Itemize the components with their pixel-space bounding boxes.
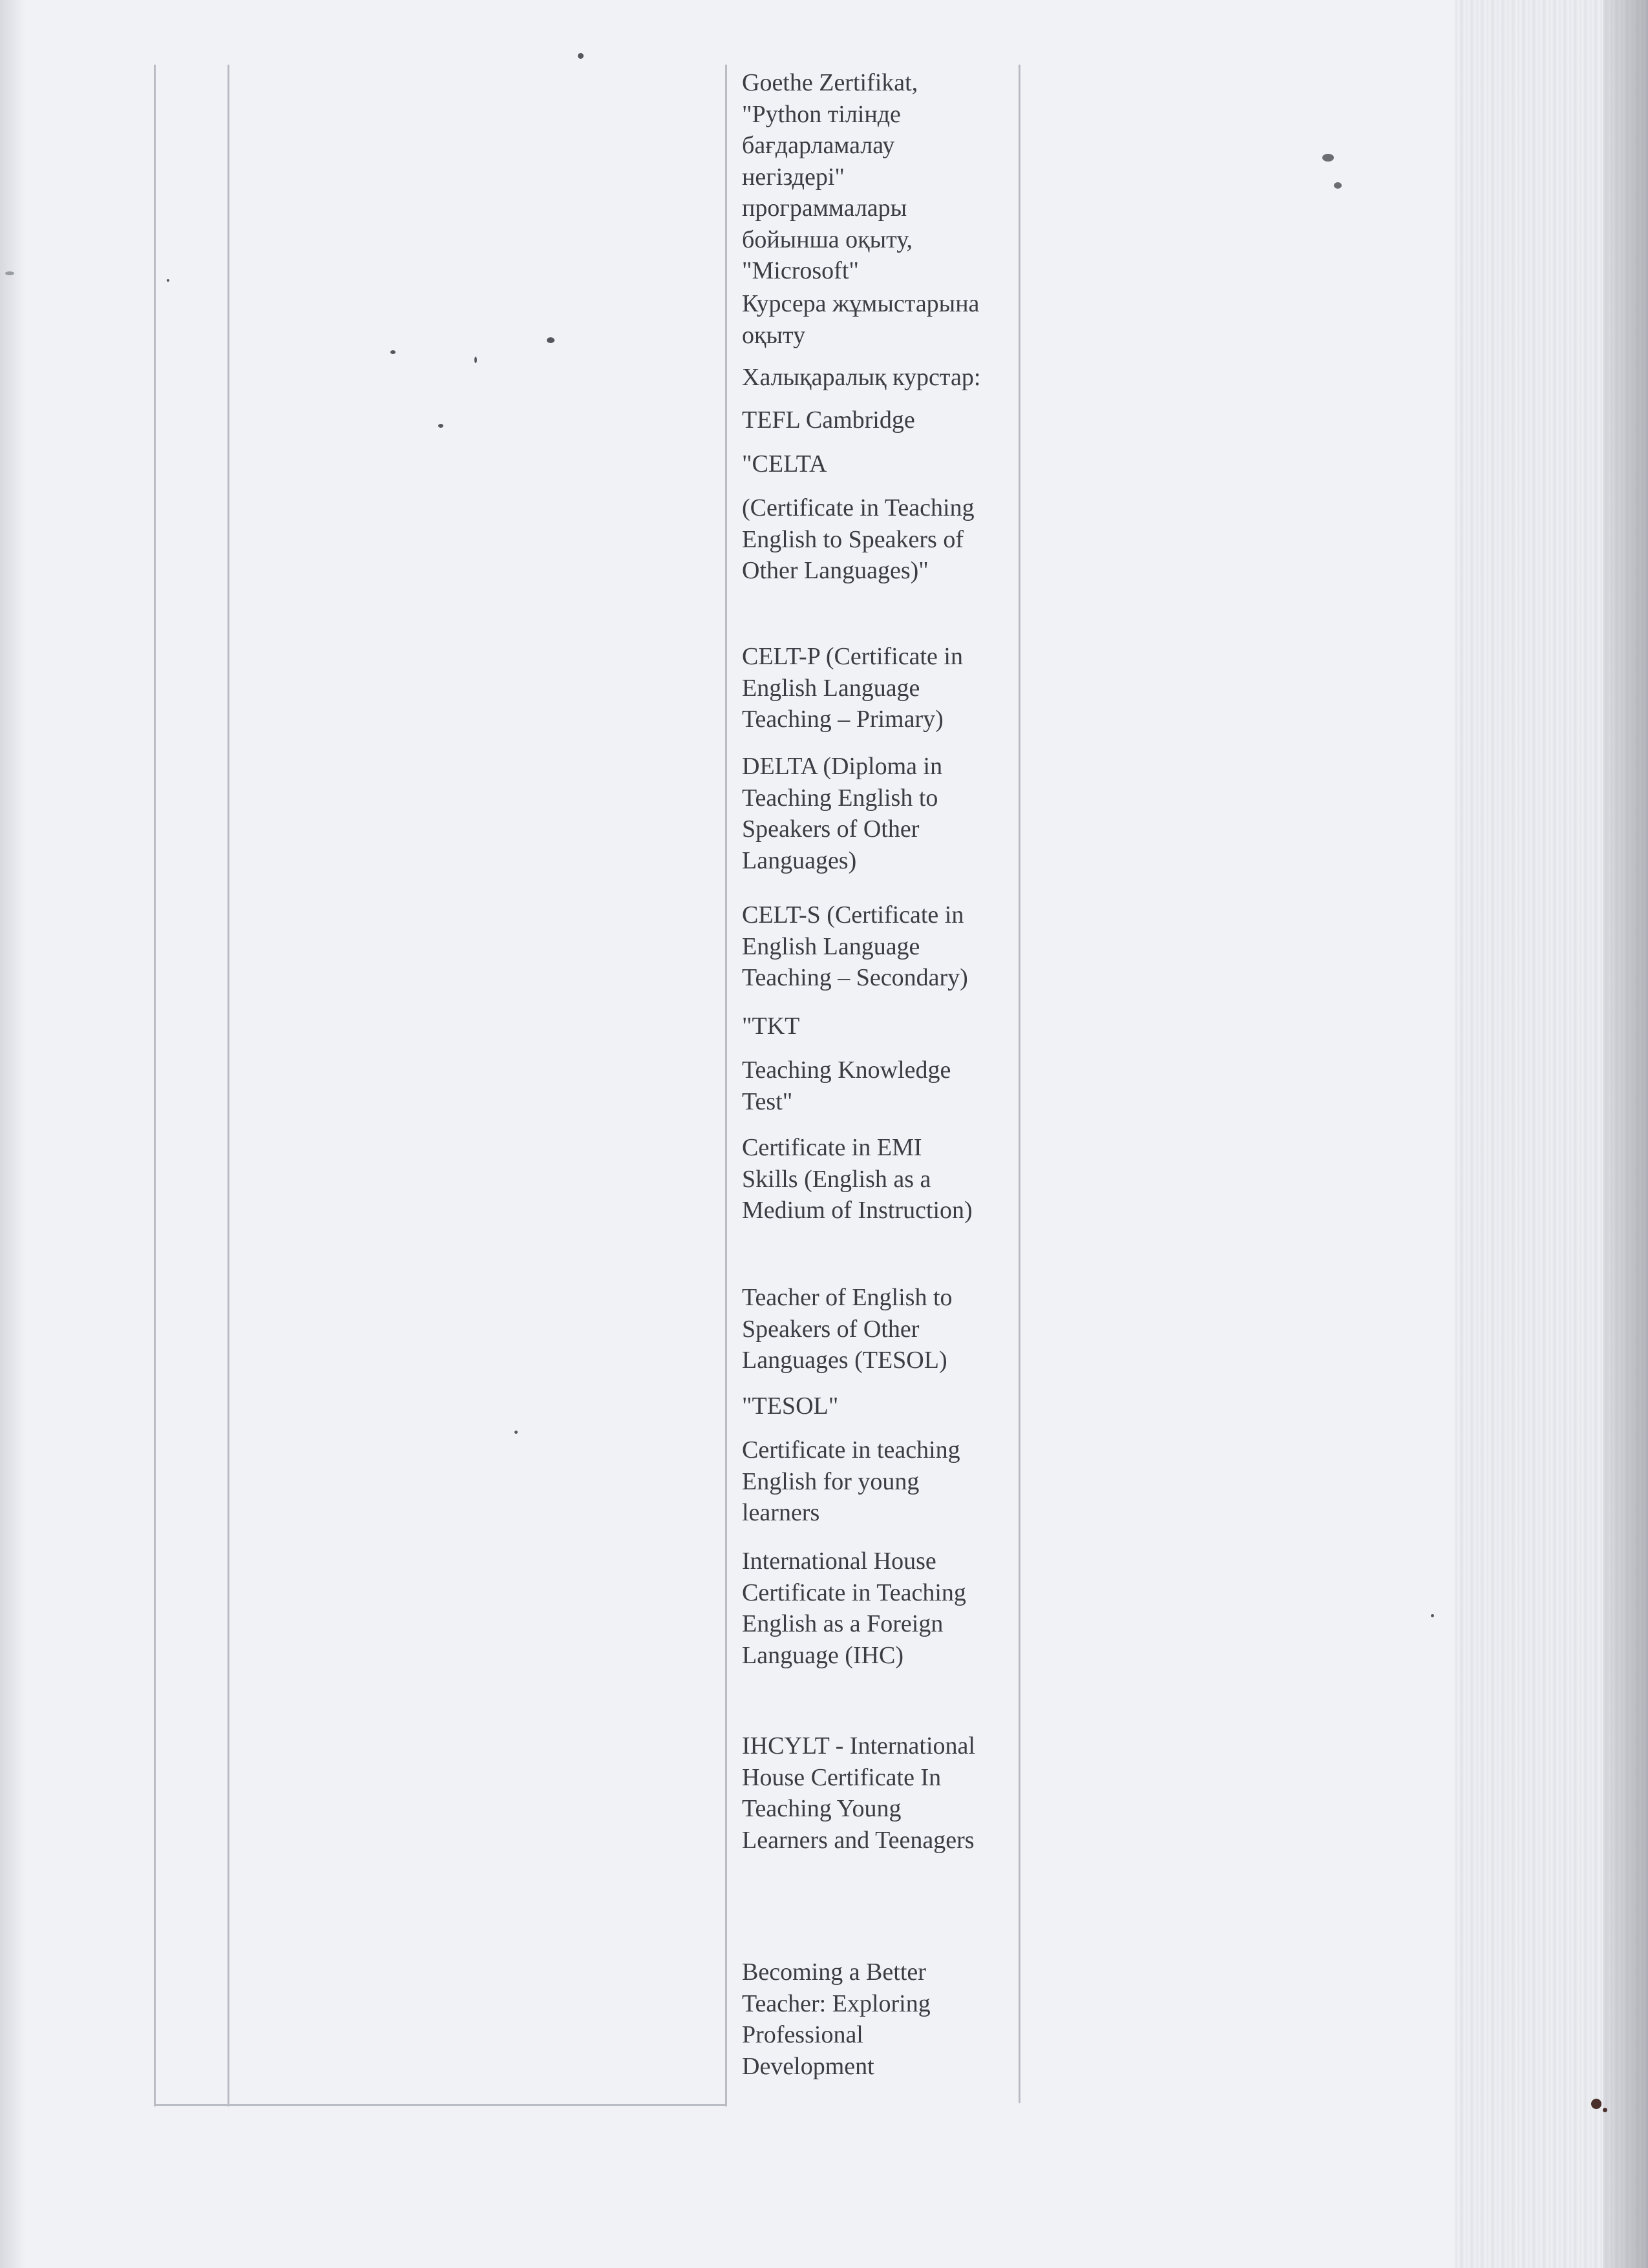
certificate-entry-tkt: "TKT (742, 1013, 800, 1040)
certificate-entry-ihcylt: IHCYLT - International House Certificate In Teaching Young Learners and Teenagers (742, 1732, 975, 1854)
speck (578, 53, 584, 59)
speck (1322, 154, 1334, 162)
certificate-entry-coursera: Курсера жұмыстарына оқыту (742, 290, 980, 349)
column-divider-1 (227, 65, 229, 2106)
column-divider-2 (725, 65, 727, 2106)
certificate-entry-tesol-teacher: Teacher of English to Speakers of Other Languages (TESOL) (742, 1284, 953, 1374)
speck (438, 424, 443, 428)
speck (5, 271, 14, 275)
certificate-entry-celt-p: CELT-P (Certificate in English Language Teaching – Primary) (742, 643, 963, 733)
scan-right-shadow (1603, 0, 1648, 2268)
certificate-entry-tkt-description: Teaching Knowledge Test" (742, 1056, 951, 1115)
certificate-entry-better-teacher: Becoming a Better Teacher: Exploring Professional Development (742, 1958, 931, 2080)
table-border-left (154, 65, 156, 2106)
speck (1431, 1614, 1434, 1617)
certificate-entry-tefl: TEFL Cambridge (742, 406, 915, 434)
speck (1334, 182, 1342, 189)
scan-left-shadow (0, 0, 26, 2268)
certificate-entry-emi: Certificate in EMI Skills (English as a Medium of Instruction) (742, 1134, 973, 1224)
certificate-entry-celta: "CELTA (742, 450, 827, 478)
speck (390, 350, 396, 354)
certificate-entry-young-learners: Certificate in teaching English for young learners (742, 1436, 960, 1526)
international-courses-heading: Халықаралық курстар: (742, 364, 981, 391)
certificate-entry-celta-description: (Certificate in Teaching English to Speakers of Other Languages)" (742, 494, 975, 584)
speck (167, 279, 169, 282)
speck (474, 357, 477, 363)
certificate-entry-goethe-python: Goethe Zertifikat, "Python тілінде бағдарламалау негіздері" программалары бойынша оқыту, "Microsoft" (742, 69, 918, 284)
table-bottom-border (154, 2104, 727, 2106)
certificate-entry-ihc: International House Certificate in Teaching English as a Foreign Language (IHC) (742, 1548, 966, 1669)
certificate-entry-tesol: "TESOL" (742, 1392, 839, 1420)
certificate-entry-celt-s: CELT-S (Certificate in English Language Teaching – Secondary) (742, 901, 968, 991)
speck (1591, 2099, 1601, 2109)
speck (514, 1431, 518, 1434)
speck (1603, 2108, 1607, 2112)
certificate-entry-delta: DELTA (Diploma in Teaching English to Speakers of Other Languages) (742, 753, 943, 874)
speck (547, 337, 555, 343)
